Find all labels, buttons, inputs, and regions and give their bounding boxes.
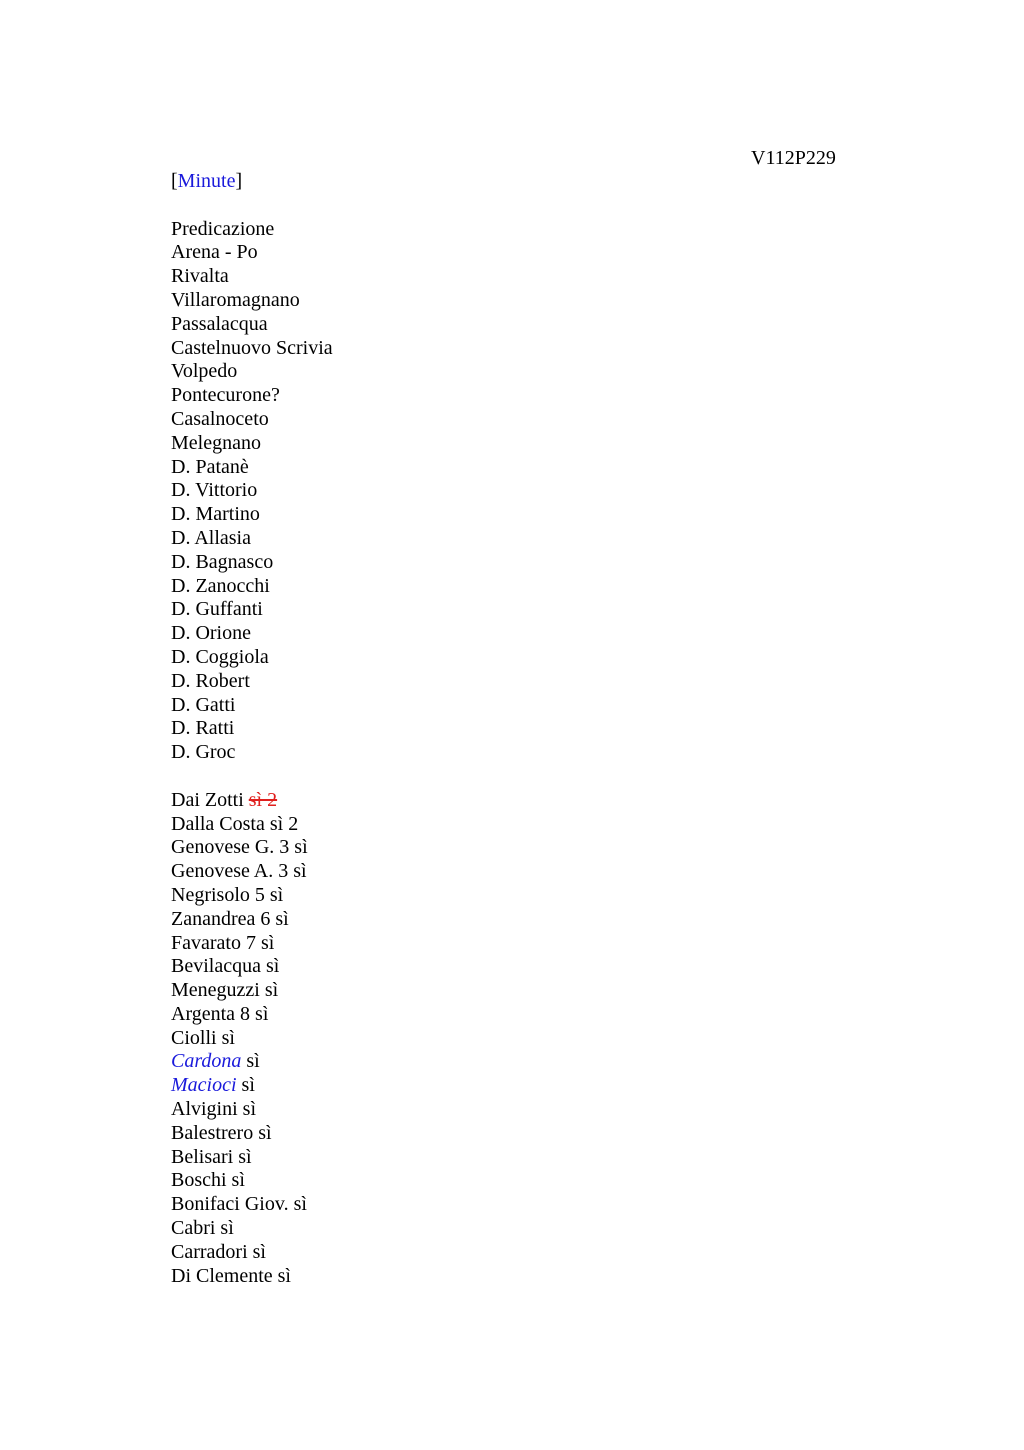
list-item: D. Patanè xyxy=(171,455,249,478)
list-item: D. Martino xyxy=(171,503,260,526)
list-item: Bonifaci Giov. sì xyxy=(171,1193,307,1216)
list-item: Volpedo xyxy=(171,360,238,383)
list-item: Boschi sì xyxy=(171,1169,245,1192)
list-item: D. Robert xyxy=(171,669,250,692)
list-item: Carradori sì xyxy=(171,1240,266,1263)
list-item: Dalla Costa sì 2 xyxy=(171,812,299,835)
list-item: Genovese A. 3 sì xyxy=(171,860,307,883)
list-item: D. Coggiola xyxy=(171,645,269,668)
list-item: Passalacqua xyxy=(171,312,268,335)
list-item: Casalnoceto xyxy=(171,407,269,430)
list-item: D. Gatti xyxy=(171,693,236,716)
names-list xyxy=(171,789,333,1289)
struck-annotation: sì 2 xyxy=(248,788,278,811)
list-item: Belisari sì xyxy=(171,1145,252,1168)
list-item: Bevilacqua sì xyxy=(171,955,280,978)
list-item-name: Dai Zotti xyxy=(171,788,249,811)
list-item: Rivalta xyxy=(171,265,229,288)
list-item: D. Guffanti xyxy=(171,598,263,621)
list-item: D. Ratti xyxy=(171,717,235,740)
places-list xyxy=(171,218,333,765)
list-item: Di Clemente sì xyxy=(171,1264,291,1287)
list-item: Ciolli sì xyxy=(171,1026,235,1049)
linked-names-group xyxy=(171,1050,333,1098)
document-body xyxy=(171,170,333,1288)
list-item xyxy=(171,1050,333,1074)
list-item: Predicazione xyxy=(171,217,275,240)
open-bracket: [ xyxy=(171,170,178,192)
list-item: Melegnano xyxy=(171,431,261,454)
list-item: Genovese G. 3 sì xyxy=(171,836,308,859)
list-item: Villaromagnano xyxy=(171,288,300,311)
list-item: Castelnuovo Scrivia xyxy=(171,336,333,359)
list-item: D. Orione xyxy=(171,622,251,645)
list-item: D. Allasia xyxy=(171,526,251,549)
list-item: D. Vittorio xyxy=(171,479,258,502)
list-item xyxy=(171,789,333,813)
list-item: Alvigini sì xyxy=(171,1098,257,1121)
close-bracket: ] xyxy=(235,170,243,192)
list-item: Cabri sì xyxy=(171,1217,234,1240)
list-item-suffix: sì xyxy=(241,1050,260,1073)
names-group xyxy=(171,813,333,1051)
name-link[interactable]: Cardona xyxy=(171,1050,242,1073)
names-group xyxy=(171,1098,333,1288)
list-item: Favarato 7 sì xyxy=(171,931,275,954)
list-item: Argenta 8 sì xyxy=(171,1002,269,1025)
name-link[interactable]: Macioci xyxy=(171,1074,237,1097)
list-item: Meneguzzi sì xyxy=(171,979,279,1002)
minute-link[interactable]: Minute xyxy=(177,170,236,192)
list-item xyxy=(171,1074,333,1098)
spacer xyxy=(171,765,333,789)
list-item: D. Zanocchi xyxy=(171,574,270,597)
list-item: D. Bagnasco xyxy=(171,550,274,573)
list-item: Arena - Po xyxy=(171,241,258,264)
list-item: Zanandrea 6 sì xyxy=(171,907,289,930)
list-item: D. Groc xyxy=(171,741,236,764)
minute-header xyxy=(171,170,333,194)
page-reference: V112P229 xyxy=(751,147,836,169)
spacer xyxy=(171,194,333,218)
list-item: Balestrero sì xyxy=(171,1121,272,1144)
list-item: Negrisolo 5 sì xyxy=(171,883,284,906)
list-item: Pontecurone? xyxy=(171,384,280,407)
list-item-suffix: sì xyxy=(236,1074,255,1097)
